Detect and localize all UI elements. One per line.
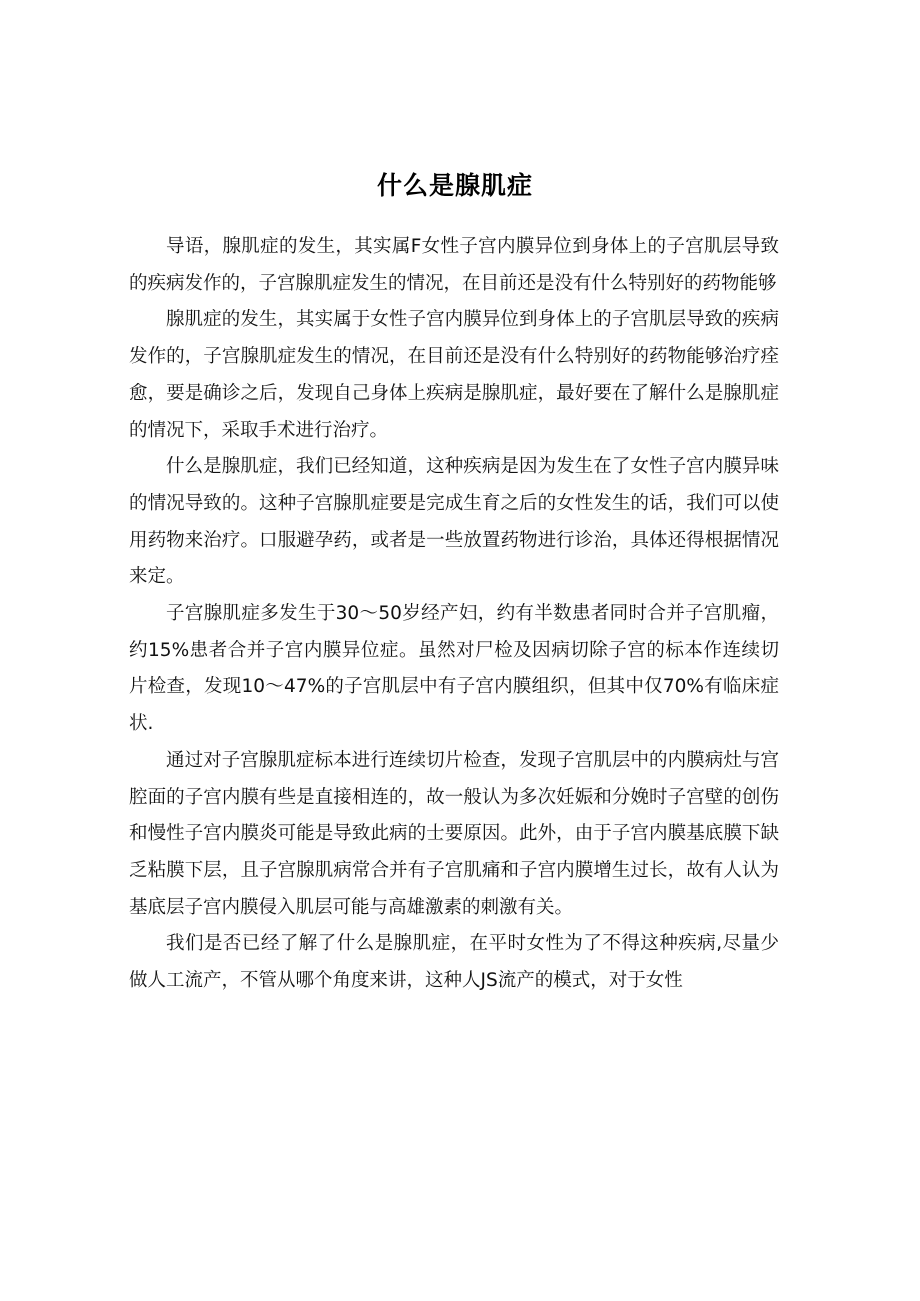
paragraph: 什么是腺肌症，我们已经知道，这种疾病是因为发生在了女性子宫内膜异味的情况导致的。这种子宫腺肌症要是完成生育之后的女性发生的话，我们可以使用药物来治疗。口服避孕药，或者是一些放置药物进行诊治，具体还得根据情况来定。 [129, 456, 779, 588]
page-title: 什么是腺肌症 [376, 171, 533, 200]
document-body [129, 229, 779, 1000]
paragraph: 子宫腺肌症多发生于30〜50岁经产妇，约有半数患者同时合并子宫肌瘤，约15%患者合并子宫内膜异位症。虽然对尸检及因病切除子宫的标本作连续切片检查，发现10〜47%的子宫肌层中有子宫内膜组织，但其中仅70%有临床症状. [129, 603, 779, 735]
paragraph-intro: 导语，腺肌症的发生，其实属F女性子宫内膜异位到身体上的子宫肌层导致的疾病发作的，子宫腺肌症发生的情况，在目前还是没有什么特别好的药物能够 [129, 236, 779, 294]
paragraph: 腺肌症的发生，其实属于女性子宫内膜异位到身体上的子宫肌层导致的疾病发作的，子宫腺肌症发生的情况，在目前还是没有什么特别好的药物能够治疗痊愈，要是确诊之后，发现自己身体上疾病是腺肌症，最好要在了解什么是腺肌症的情况下，采取手术进行治疗。 [129, 309, 779, 441]
paragraph: 我们是否已经了解了什么是腺肌症，在平时女性为了不得这种疾病,尽量少做人工流产，不管从哪个角度来讲，这种人JS流产的模式，对于女性 [129, 933, 779, 992]
paragraph: 通过对子宫腺肌症标本进行连续切片检查，发现子宫肌层中的内膜病灶与宫腔面的子宫内膜有些是直接相连的，故一般认为多次妊娠和分娩时子宫壁的创伤和慢性子宫内膜炎可能是导致此病的士要原因。此外，由于子宫内膜基底膜下缺乏粘膜下层，且子宫腺肌病常合并有子宫肌痛和子宫内膜增生过长，故有人认为基底层子宫内膜侵入肌层可能与高雄激素的刺激有关。 [129, 749, 779, 918]
